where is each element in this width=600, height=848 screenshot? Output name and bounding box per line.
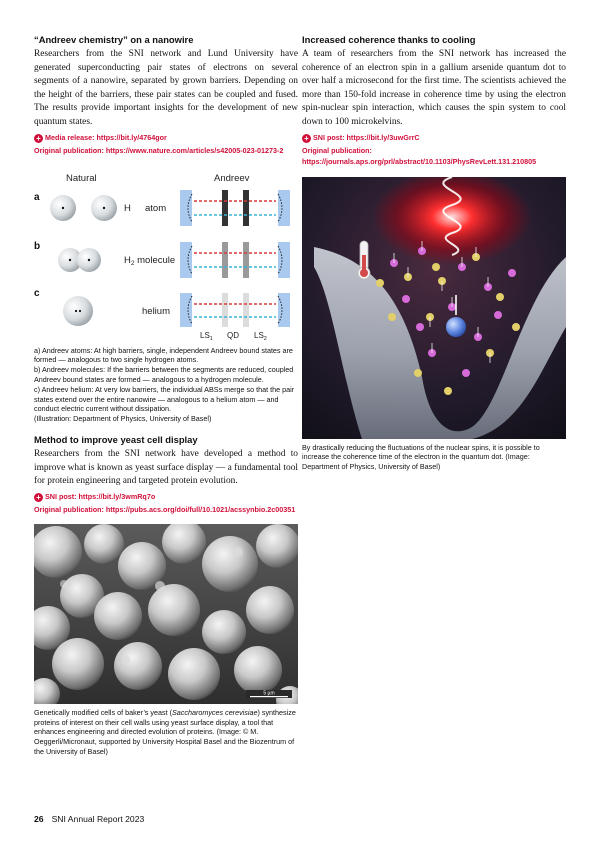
label-qd: QD bbox=[227, 330, 239, 340]
caption-b: b) Andreev molecules: If the barriers between the segments are reduced, coupled Andreev bound states are formed — analogous to a hydrogen molecule. bbox=[34, 365, 294, 384]
page-number: 26 bbox=[34, 814, 44, 824]
right-column bbox=[302, 34, 566, 472]
helium-sphere bbox=[63, 296, 93, 326]
andreev-diagram bbox=[34, 170, 298, 340]
left-column bbox=[34, 34, 298, 757]
sni-post-link[interactable]: + SNI post: https://bit.ly/3uwGrrC bbox=[302, 132, 566, 143]
column-label-andreev: Andreev bbox=[214, 172, 250, 184]
media-release-link[interactable]: + Media release: https://bit.ly/4764gor bbox=[34, 132, 298, 143]
row-label-c: c bbox=[34, 287, 40, 299]
label-h: H bbox=[124, 202, 131, 214]
article-andreev-chemistry bbox=[34, 34, 298, 156]
sni-post-link[interactable]: + SNI post: https://bit.ly/3wmRq7o bbox=[34, 491, 298, 502]
article-body: Researchers from the SNI network and Lund University have generated superconducting pair states of electrons on several segments of a nanowire, separated by grown barriers. Depending on the height of the barriers, these pair states can be coupled and fused. The results provide important insights for the development of new quantum states. bbox=[34, 49, 298, 127]
original-publication-link[interactable]: Original publication: https://pubs.acs.org/doi/full/10.1021/acssynbio.2c00351 bbox=[34, 504, 296, 514]
andreev-atom-panel bbox=[180, 190, 290, 226]
article-body: Researchers from the SNI network have developed a method to improve what is known as yeast surface display — a fundamental tool for protein engineering and targeted protein evolution. bbox=[34, 448, 298, 487]
article-title: Method to improve yeast cell display bbox=[34, 433, 198, 445]
row-label-a: a bbox=[34, 191, 40, 203]
andreev-helium-panel bbox=[180, 293, 290, 327]
report-title: SNI Annual Report 2023 bbox=[51, 814, 145, 824]
plus-circle-icon: + bbox=[34, 134, 43, 143]
quantum-dot-illustration bbox=[302, 177, 566, 439]
caption-c: c) Andreev helium: At very low barriers, the individual ABSs merge so that the pair states extend over the entire nanowire — analogous to a helium atom — and conduct electric current without dissipation. bbox=[34, 384, 295, 414]
yeast-micrograph bbox=[34, 524, 298, 704]
thermometer-icon bbox=[358, 241, 370, 279]
column-label-natural: Natural bbox=[66, 172, 97, 184]
andreev-figure-caption bbox=[34, 346, 298, 424]
label-ls1: $LS_1$ bbox=[200, 330, 213, 340]
plus-circle-icon: + bbox=[302, 134, 311, 143]
yeast-cells-image bbox=[34, 524, 298, 704]
caption-a: a) Andreev atoms: At high barriers, single, independent Andreev bound states are formed — analogous to two single hydrogen atoms. bbox=[34, 345, 293, 365]
yeast-figure-caption: Genetically modified cells of baker’s yeast (Saccharomyces cerevisiae) synthesize proteins of interest on their cell walls using yeast surface display, a tool that enhances engineering and directed evolution of proteins. (Image: © M. Oeggerli/Micronaut, supported by University Hospital Basel and the Biozentrum of the University of Basel) bbox=[34, 707, 296, 756]
original-publication-link[interactable]: Original publication: https://www.nature.com/articles/s42005-023-01273-2 bbox=[34, 145, 284, 155]
andreev-molecule-panel bbox=[180, 242, 290, 278]
article-title: “Andreev chemistry” on a nanowire bbox=[34, 34, 194, 45]
electron-sphere bbox=[446, 317, 466, 337]
andreev-figure bbox=[34, 170, 298, 340]
article-coherence-cooling bbox=[302, 34, 566, 167]
row-label-b: b bbox=[34, 240, 41, 252]
label-ls2: $LS_2$ bbox=[254, 330, 267, 340]
plus-circle-icon: + bbox=[34, 493, 43, 502]
page-footer bbox=[34, 814, 144, 824]
article-yeast-display bbox=[34, 434, 298, 515]
label-helium: helium bbox=[142, 305, 170, 317]
quantum-dot-caption: By drastically reducing the fluctuations of the nuclear spins, it is possible to increase the coherence time of the electron in the quantum dot. (Image: Department of Physics, University of Basel) bbox=[302, 442, 540, 472]
quantum-dot-image bbox=[302, 177, 566, 439]
original-publication-link[interactable]: Original publication: https://journals.aps.org/prl/abstract/10.1103/PhysRevLett.131.210805 bbox=[302, 145, 537, 166]
label-h2-molecule: $H_2$ molecule bbox=[124, 254, 176, 267]
caption-credit: (Illustration: Department of Physics, University of Basel) bbox=[34, 414, 212, 424]
article-title: Increased coherence thanks to cooling bbox=[302, 34, 476, 45]
label-atom: atom bbox=[145, 202, 167, 214]
scale-bar-label: 5 µm bbox=[263, 690, 275, 697]
article-body: A team of researchers from the SNI network has increased the coherence of an electron spin in a gallium arsenide quantum dot to over half a microsecond for the first time. The scientists achieved the more than 150-fold increase in coherence time by using the electron spin-nuclear spin interaction, which causes the spin system to cool down to 100 microkelvins. bbox=[302, 49, 566, 127]
